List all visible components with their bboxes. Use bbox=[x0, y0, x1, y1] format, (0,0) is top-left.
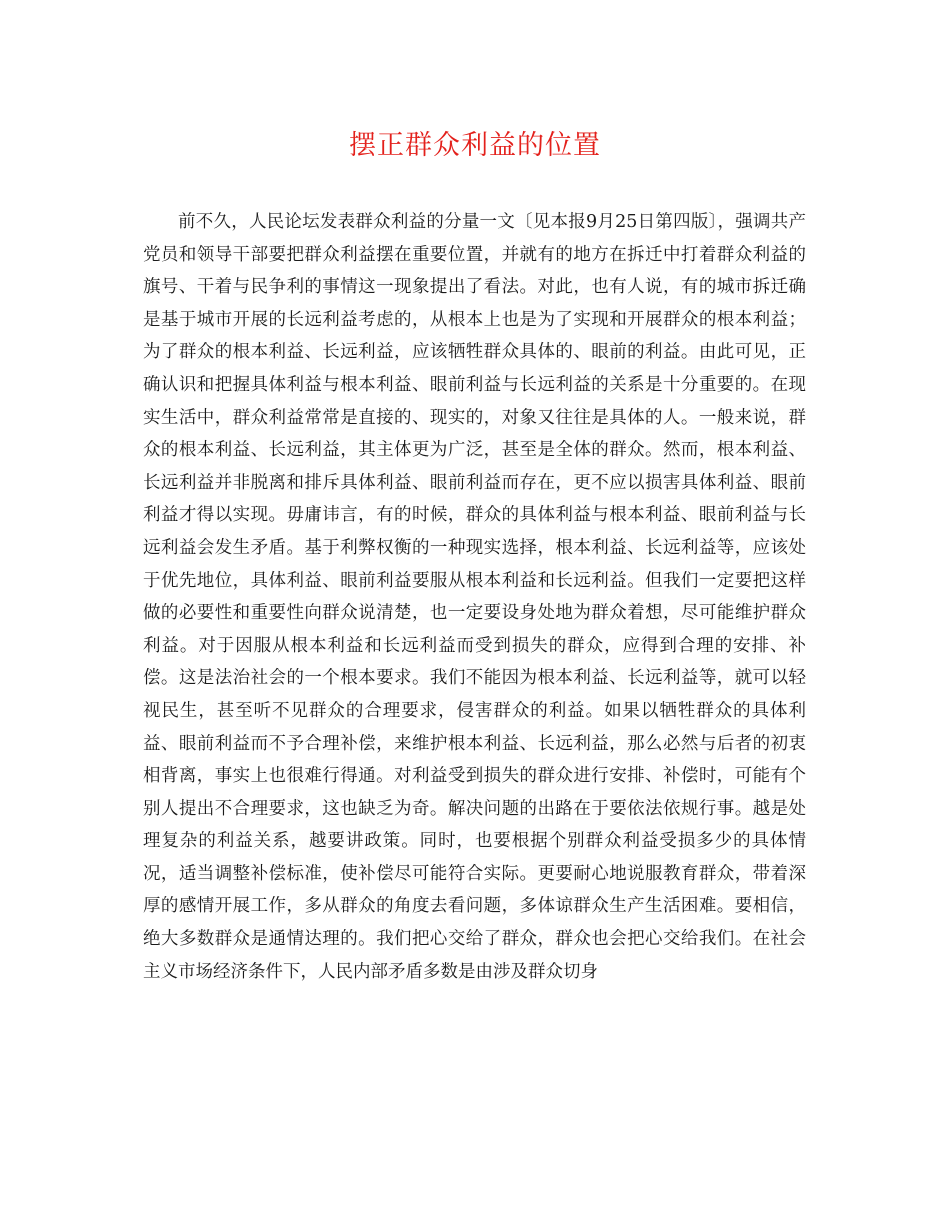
body-paragraph: 前不久，人民论坛发表群众利益的分量一文〔见本报9月25日第四版〕，强调共产党员和领导干部要把群众利益摆在重要位置，并就有的地方在拆迁中打着群众利益的旗号、干着与民争利的事情这一现象提出了看法。对此，也有人说，有的城市拆迁确是基于城市开展的长远利益考虑的，从根本上也是为了实现和开展群众的根本利益；为了群众的根本利益、长远利益，应该牺牲群众具体的、眼前的利益。由此可见，正确认识和把握具体利益与根本利益、眼前利益与长远利益的关系是十分重要的。在现实生活中，群众利益常常是直接的、现实的，对象又往往是具体的人。一般来说，群众的根本利益、长远利益，其主体更为广泛，甚至是全体的群众。然而，根本利益、长远利益并非脱离和排斥具体利益、眼前利益而存在，更不应以损害具体利益、眼前利益才得以实现。毋庸讳言，有的时候，群众的具体利益与根本利益、眼前利益与长远利益会发生矛盾。基于利弊权衡的一种现实选择，根本利益、长远利益等，应该处于优先地位，具体利益、眼前利益要服从根本利益和长远利益。但我们一定要把这样做的必要性和重要性向群众说清楚，也一定要设身处地为群众着想，尽可能维护群众利益。对于因服从根本利益和长远利益而受到损失的群众，应得到合理的安排、补偿。这是法治社会的一个根本要求。我们不能因为根本利益、长远利益等，就可以轻视民生，甚至听不见群众的合理要求，侵害群众的利益。如果以牺牲群众的具体利益、眼前利益而不予合理补偿，来维护根本利益、长远利益，那么必然与后者的初衷相背离，事实上也很难行得通。对利益受到损失的群众进行安排、补偿时，可能有个别人提出不合理要求，这也缺乏为奇。解决问题的出路在于要依法依规行事。越是处理复杂的利益关系，越要讲政策。同时，也要根据个别群众利益受损多少的具体情况，适当调整补偿标准，使补偿尽可能符合实际。更要耐心地说服教育群众，带着深厚的感情开展工作，多从群众的角度去看问题，多体谅群众生产生活困难。要相信，绝大多数群众是通情达理的。我们把心交给了群众，群众也会把心交给我们。在社会主义市场经济条件下，人民内部矛盾多数是由涉及群众切身 bbox=[143, 212, 806, 982]
document-title: 摆正群众利益的位置 bbox=[349, 130, 601, 161]
